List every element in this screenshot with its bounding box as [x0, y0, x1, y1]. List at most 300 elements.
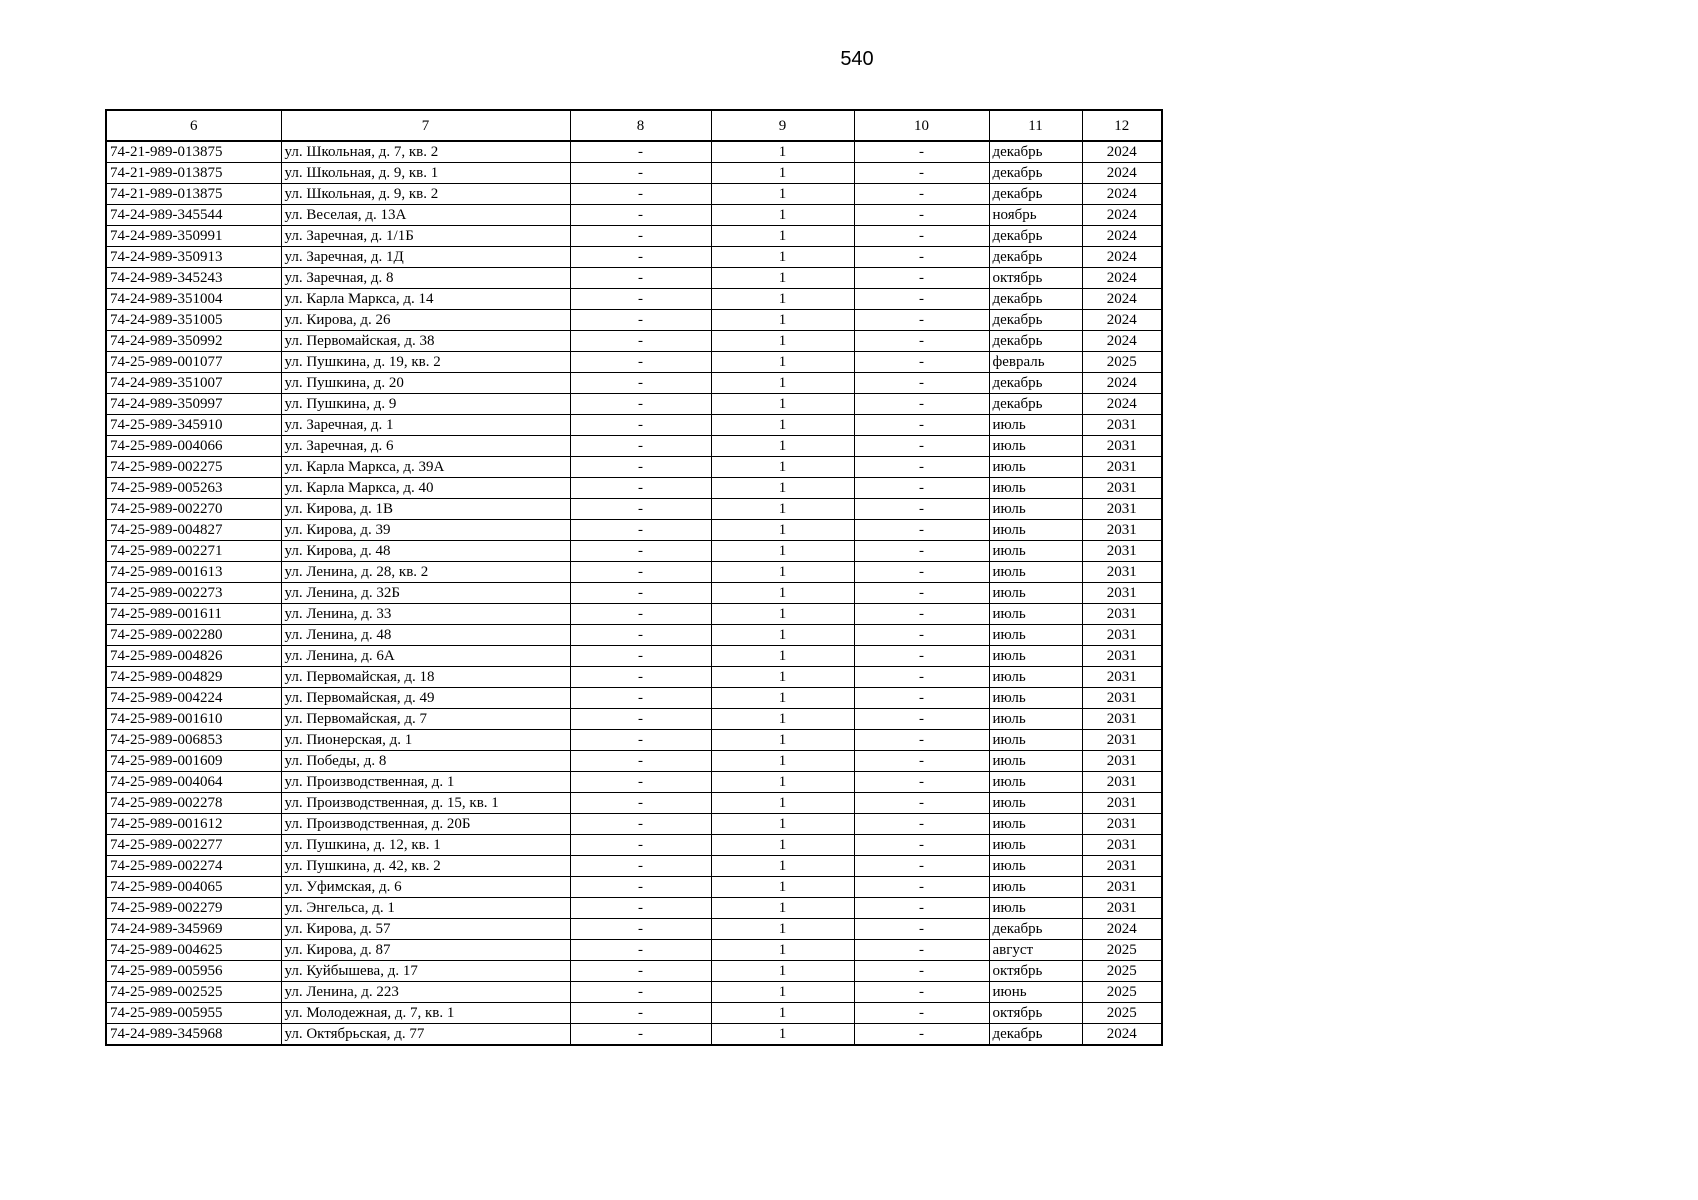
cell-col-10: - — [854, 520, 989, 541]
cell-month: декабрь — [989, 141, 1082, 163]
cell-code: 74-24-989-351004 — [106, 289, 281, 310]
table-row — [106, 520, 1162, 541]
cell-year: 2031 — [1082, 583, 1162, 604]
cell-month: октябрь — [989, 961, 1082, 982]
cell-code: 74-25-989-004224 — [106, 688, 281, 709]
table-row — [106, 184, 1162, 205]
cell-year: 2024 — [1082, 268, 1162, 289]
cell-year: 2025 — [1082, 940, 1162, 961]
cell-code: 74-25-989-005263 — [106, 478, 281, 499]
cell-year: 2024 — [1082, 184, 1162, 205]
cell-code: 74-25-989-002525 — [106, 982, 281, 1003]
table-row — [106, 877, 1162, 898]
cell-month: июль — [989, 478, 1082, 499]
cell-month: июль — [989, 793, 1082, 814]
cell-address: ул. Молодежная, д. 7, кв. 1 — [281, 1003, 570, 1024]
table-row — [106, 1024, 1162, 1046]
cell-col-8: - — [570, 751, 711, 772]
cell-month: февраль — [989, 352, 1082, 373]
cell-col-8: - — [570, 205, 711, 226]
cell-col-8: - — [570, 163, 711, 184]
cell-month: декабрь — [989, 310, 1082, 331]
cell-address: ул. Производственная, д. 15, кв. 1 — [281, 793, 570, 814]
cell-month: июль — [989, 751, 1082, 772]
table-row — [106, 667, 1162, 688]
cell-col-8: - — [570, 310, 711, 331]
cell-col-10: - — [854, 898, 989, 919]
cell-year: 2031 — [1082, 457, 1162, 478]
cell-col-10: - — [854, 604, 989, 625]
cell-col-10: - — [854, 625, 989, 646]
table-row — [106, 478, 1162, 499]
cell-code: 74-25-989-001613 — [106, 562, 281, 583]
cell-address: ул. Производственная, д. 20Б — [281, 814, 570, 835]
cell-address: ул. Куйбышева, д. 17 — [281, 961, 570, 982]
cell-col-9: 1 — [711, 457, 854, 478]
cell-year: 2031 — [1082, 520, 1162, 541]
cell-address: ул. Заречная, д. 1/1Б — [281, 226, 570, 247]
cell-col-10: - — [854, 646, 989, 667]
cell-address: ул. Первомайская, д. 38 — [281, 331, 570, 352]
cell-month: июль — [989, 898, 1082, 919]
cell-col-9: 1 — [711, 310, 854, 331]
cell-address: ул. Кирова, д. 57 — [281, 919, 570, 940]
cell-address: ул. Кирова, д. 39 — [281, 520, 570, 541]
cell-col-8: - — [570, 877, 711, 898]
column-header-9: 9 — [711, 110, 854, 141]
cell-month: декабрь — [989, 226, 1082, 247]
cell-month: июль — [989, 835, 1082, 856]
cell-code: 74-25-989-345910 — [106, 415, 281, 436]
table-row — [106, 541, 1162, 562]
data-table — [105, 109, 1163, 1046]
cell-col-10: - — [854, 772, 989, 793]
cell-code: 74-25-989-002273 — [106, 583, 281, 604]
cell-year: 2031 — [1082, 709, 1162, 730]
cell-code: 74-24-989-350992 — [106, 331, 281, 352]
table-row — [106, 226, 1162, 247]
cell-col-10: - — [854, 436, 989, 457]
cell-col-8: - — [570, 289, 711, 310]
cell-month: июль — [989, 583, 1082, 604]
cell-col-8: - — [570, 562, 711, 583]
cell-month: июль — [989, 415, 1082, 436]
cell-month: август — [989, 940, 1082, 961]
cell-col-8: - — [570, 499, 711, 520]
cell-address: ул. Пушкина, д. 19, кв. 2 — [281, 352, 570, 373]
cell-year: 2024 — [1082, 205, 1162, 226]
cell-year: 2031 — [1082, 604, 1162, 625]
cell-year: 2024 — [1082, 289, 1162, 310]
table-row — [106, 205, 1162, 226]
column-header-7: 7 — [281, 110, 570, 141]
cell-year: 2024 — [1082, 1024, 1162, 1046]
cell-col-10: - — [854, 331, 989, 352]
cell-col-8: - — [570, 772, 711, 793]
cell-code: 74-24-989-351005 — [106, 310, 281, 331]
cell-month: декабрь — [989, 1024, 1082, 1046]
cell-month: июль — [989, 436, 1082, 457]
cell-code: 74-25-989-002275 — [106, 457, 281, 478]
cell-col-9: 1 — [711, 919, 854, 940]
cell-address: ул. Энгельса, д. 1 — [281, 898, 570, 919]
cell-col-9: 1 — [711, 373, 854, 394]
table-row — [106, 982, 1162, 1003]
cell-col-10: - — [854, 877, 989, 898]
table-row — [106, 163, 1162, 184]
cell-col-10: - — [854, 961, 989, 982]
cell-col-8: - — [570, 961, 711, 982]
cell-address: ул. Заречная, д. 8 — [281, 268, 570, 289]
cell-col-8: - — [570, 709, 711, 730]
cell-code: 74-25-989-002277 — [106, 835, 281, 856]
cell-code: 74-24-989-345243 — [106, 268, 281, 289]
cell-col-8: - — [570, 625, 711, 646]
cell-code: 74-24-989-345968 — [106, 1024, 281, 1046]
cell-col-8: - — [570, 457, 711, 478]
cell-col-8: - — [570, 247, 711, 268]
cell-year: 2031 — [1082, 541, 1162, 562]
cell-code: 74-21-989-013875 — [106, 184, 281, 205]
table-row — [106, 793, 1162, 814]
cell-year: 2024 — [1082, 141, 1162, 163]
cell-col-8: - — [570, 982, 711, 1003]
cell-code: 74-25-989-004065 — [106, 877, 281, 898]
cell-col-9: 1 — [711, 751, 854, 772]
cell-address: ул. Пушкина, д. 12, кв. 1 — [281, 835, 570, 856]
cell-year: 2025 — [1082, 982, 1162, 1003]
table-header — [106, 110, 1162, 141]
cell-month: октябрь — [989, 268, 1082, 289]
cell-month: июль — [989, 499, 1082, 520]
table-row — [106, 415, 1162, 436]
cell-col-10: - — [854, 940, 989, 961]
cell-address: ул. Первомайская, д. 18 — [281, 667, 570, 688]
cell-year: 2024 — [1082, 373, 1162, 394]
cell-address: ул. Ленина, д. 6А — [281, 646, 570, 667]
cell-month: декабрь — [989, 289, 1082, 310]
cell-col-10: - — [854, 709, 989, 730]
cell-year: 2024 — [1082, 331, 1162, 352]
cell-col-9: 1 — [711, 499, 854, 520]
cell-year: 2031 — [1082, 730, 1162, 751]
cell-col-8: - — [570, 226, 711, 247]
cell-col-10: - — [854, 141, 989, 163]
cell-year: 2031 — [1082, 835, 1162, 856]
cell-col-8: - — [570, 604, 711, 625]
cell-code: 74-25-989-005955 — [106, 1003, 281, 1024]
cell-address: ул. Карла Маркса, д. 14 — [281, 289, 570, 310]
cell-month: декабрь — [989, 394, 1082, 415]
cell-year: 2024 — [1082, 247, 1162, 268]
cell-col-10: - — [854, 751, 989, 772]
cell-col-8: - — [570, 331, 711, 352]
cell-col-10: - — [854, 415, 989, 436]
cell-col-10: - — [854, 1024, 989, 1046]
table-row — [106, 289, 1162, 310]
cell-col-10: - — [854, 688, 989, 709]
table-row — [106, 436, 1162, 457]
cell-col-9: 1 — [711, 961, 854, 982]
cell-code: 74-25-989-002271 — [106, 541, 281, 562]
header-row — [106, 110, 1162, 141]
table-row — [106, 373, 1162, 394]
cell-address: ул. Производственная, д. 1 — [281, 772, 570, 793]
cell-address: ул. Заречная, д. 6 — [281, 436, 570, 457]
cell-code: 74-25-989-005956 — [106, 961, 281, 982]
cell-col-10: - — [854, 163, 989, 184]
cell-col-8: - — [570, 688, 711, 709]
cell-col-9: 1 — [711, 583, 854, 604]
cell-col-8: - — [570, 898, 711, 919]
cell-col-9: 1 — [711, 352, 854, 373]
cell-code: 74-24-989-345544 — [106, 205, 281, 226]
cell-address: ул. Пушкина, д. 9 — [281, 394, 570, 415]
cell-code: 74-24-989-345969 — [106, 919, 281, 940]
cell-code: 74-25-989-004827 — [106, 520, 281, 541]
cell-col-9: 1 — [711, 856, 854, 877]
cell-address: ул. Пушкина, д. 42, кв. 2 — [281, 856, 570, 877]
cell-year: 2031 — [1082, 499, 1162, 520]
cell-code: 74-25-989-001077 — [106, 352, 281, 373]
cell-col-8: - — [570, 793, 711, 814]
cell-year: 2031 — [1082, 856, 1162, 877]
cell-col-8: - — [570, 940, 711, 961]
table-row — [106, 604, 1162, 625]
cell-col-9: 1 — [711, 772, 854, 793]
cell-col-9: 1 — [711, 141, 854, 163]
cell-address: ул. Школьная, д. 9, кв. 1 — [281, 163, 570, 184]
cell-col-9: 1 — [711, 184, 854, 205]
cell-address: ул. Кирова, д. 87 — [281, 940, 570, 961]
cell-month: июль — [989, 604, 1082, 625]
cell-col-9: 1 — [711, 940, 854, 961]
column-header-10: 10 — [854, 110, 989, 141]
cell-col-9: 1 — [711, 520, 854, 541]
cell-month: июль — [989, 709, 1082, 730]
table-row — [106, 835, 1162, 856]
cell-code: 74-25-989-001610 — [106, 709, 281, 730]
cell-col-8: - — [570, 1024, 711, 1046]
cell-month: июль — [989, 667, 1082, 688]
table-row — [106, 562, 1162, 583]
cell-year: 2031 — [1082, 688, 1162, 709]
cell-col-10: - — [854, 478, 989, 499]
cell-address: ул. Школьная, д. 9, кв. 2 — [281, 184, 570, 205]
cell-code: 74-21-989-013875 — [106, 141, 281, 163]
cell-address: ул. Пионерская, д. 1 — [281, 730, 570, 751]
table-row — [106, 247, 1162, 268]
cell-col-9: 1 — [711, 541, 854, 562]
table-row — [106, 772, 1162, 793]
cell-month: ноябрь — [989, 205, 1082, 226]
cell-col-10: - — [854, 247, 989, 268]
table-row — [106, 1003, 1162, 1024]
cell-col-10: - — [854, 982, 989, 1003]
cell-col-10: - — [854, 226, 989, 247]
cell-col-10: - — [854, 268, 989, 289]
table-row — [106, 814, 1162, 835]
cell-month: июль — [989, 730, 1082, 751]
cell-year: 2031 — [1082, 772, 1162, 793]
cell-col-9: 1 — [711, 478, 854, 499]
cell-month: декабрь — [989, 919, 1082, 940]
cell-col-8: - — [570, 478, 711, 499]
cell-col-10: - — [854, 856, 989, 877]
cell-col-9: 1 — [711, 625, 854, 646]
cell-col-10: - — [854, 583, 989, 604]
cell-col-9: 1 — [711, 394, 854, 415]
cell-address: ул. Кирова, д. 26 — [281, 310, 570, 331]
cell-year: 2024 — [1082, 919, 1162, 940]
table-row — [106, 856, 1162, 877]
page-number: 540 — [840, 48, 874, 70]
table-row — [106, 457, 1162, 478]
cell-year: 2025 — [1082, 961, 1162, 982]
cell-address: ул. Кирова, д. 48 — [281, 541, 570, 562]
cell-col-8: - — [570, 394, 711, 415]
cell-year: 2024 — [1082, 394, 1162, 415]
table-row — [106, 310, 1162, 331]
cell-col-8: - — [570, 919, 711, 940]
cell-col-10: - — [854, 184, 989, 205]
cell-month: июль — [989, 541, 1082, 562]
cell-code: 74-24-989-350997 — [106, 394, 281, 415]
cell-year: 2031 — [1082, 562, 1162, 583]
cell-address: ул. Первомайская, д. 7 — [281, 709, 570, 730]
cell-col-8: - — [570, 646, 711, 667]
cell-code: 74-25-989-002274 — [106, 856, 281, 877]
cell-code: 74-25-989-004625 — [106, 940, 281, 961]
cell-col-9: 1 — [711, 604, 854, 625]
column-header-12: 12 — [1082, 110, 1162, 141]
cell-col-8: - — [570, 1003, 711, 1024]
cell-month: июль — [989, 814, 1082, 835]
cell-col-10: - — [854, 205, 989, 226]
column-header-6: 6 — [106, 110, 281, 141]
cell-code: 74-25-989-006853 — [106, 730, 281, 751]
table-body — [106, 141, 1162, 1045]
cell-col-9: 1 — [711, 793, 854, 814]
cell-address: ул. Октябрьская, д. 77 — [281, 1024, 570, 1046]
cell-code: 74-24-989-350991 — [106, 226, 281, 247]
cell-address: ул. Первомайская, д. 49 — [281, 688, 570, 709]
cell-code: 74-25-989-002279 — [106, 898, 281, 919]
cell-col-10: - — [854, 499, 989, 520]
table-row — [106, 646, 1162, 667]
cell-col-9: 1 — [711, 268, 854, 289]
cell-year: 2025 — [1082, 352, 1162, 373]
cell-col-9: 1 — [711, 667, 854, 688]
cell-address: ул. Карла Маркса, д. 40 — [281, 478, 570, 499]
cell-month: июль — [989, 877, 1082, 898]
table-row — [106, 919, 1162, 940]
cell-address: ул. Школьная, д. 7, кв. 2 — [281, 141, 570, 163]
cell-address: ул. Карла Маркса, д. 39А — [281, 457, 570, 478]
cell-address: ул. Уфимская, д. 6 — [281, 877, 570, 898]
cell-month: декабрь — [989, 331, 1082, 352]
cell-col-9: 1 — [711, 646, 854, 667]
cell-year: 2024 — [1082, 163, 1162, 184]
cell-col-9: 1 — [711, 877, 854, 898]
cell-code: 74-24-989-350913 — [106, 247, 281, 268]
cell-month: июль — [989, 646, 1082, 667]
cell-col-8: - — [570, 415, 711, 436]
cell-year: 2024 — [1082, 226, 1162, 247]
cell-year: 2025 — [1082, 1003, 1162, 1024]
cell-col-9: 1 — [711, 163, 854, 184]
table-row — [106, 499, 1162, 520]
cell-year: 2031 — [1082, 898, 1162, 919]
cell-col-8: - — [570, 352, 711, 373]
cell-col-9: 1 — [711, 205, 854, 226]
cell-month: июль — [989, 772, 1082, 793]
table-row — [106, 709, 1162, 730]
cell-address: ул. Заречная, д. 1 — [281, 415, 570, 436]
cell-col-9: 1 — [711, 982, 854, 1003]
cell-col-9: 1 — [711, 709, 854, 730]
table-row — [106, 141, 1162, 163]
cell-address: ул. Кирова, д. 1В — [281, 499, 570, 520]
cell-address: ул. Ленина, д. 48 — [281, 625, 570, 646]
cell-code: 74-25-989-002280 — [106, 625, 281, 646]
cell-col-10: - — [854, 394, 989, 415]
cell-year: 2031 — [1082, 625, 1162, 646]
cell-address: ул. Ленина, д. 33 — [281, 604, 570, 625]
table-row — [106, 268, 1162, 289]
table-row — [106, 961, 1162, 982]
cell-col-10: - — [854, 373, 989, 394]
cell-year: 2031 — [1082, 436, 1162, 457]
cell-col-10: - — [854, 835, 989, 856]
cell-address: ул. Веселая, д. 13А — [281, 205, 570, 226]
cell-address: ул. Ленина, д. 28, кв. 2 — [281, 562, 570, 583]
cell-code: 74-25-989-001609 — [106, 751, 281, 772]
cell-month: декабрь — [989, 373, 1082, 394]
cell-month: июль — [989, 856, 1082, 877]
cell-col-8: - — [570, 184, 711, 205]
cell-year: 2024 — [1082, 310, 1162, 331]
cell-col-10: - — [854, 730, 989, 751]
cell-col-9: 1 — [711, 835, 854, 856]
cell-col-8: - — [570, 835, 711, 856]
cell-col-10: - — [854, 814, 989, 835]
table-row — [106, 730, 1162, 751]
cell-year: 2031 — [1082, 793, 1162, 814]
cell-code: 74-25-989-004826 — [106, 646, 281, 667]
cell-col-9: 1 — [711, 436, 854, 457]
column-header-11: 11 — [989, 110, 1082, 141]
cell-month: июнь — [989, 982, 1082, 1003]
cell-address: ул. Заречная, д. 1Д — [281, 247, 570, 268]
cell-code: 74-21-989-013875 — [106, 163, 281, 184]
cell-col-10: - — [854, 541, 989, 562]
cell-col-8: - — [570, 141, 711, 163]
cell-month: декабрь — [989, 184, 1082, 205]
cell-col-9: 1 — [711, 730, 854, 751]
cell-col-10: - — [854, 562, 989, 583]
cell-year: 2031 — [1082, 646, 1162, 667]
cell-col-9: 1 — [711, 415, 854, 436]
cell-month: июль — [989, 457, 1082, 478]
cell-col-9: 1 — [711, 814, 854, 835]
cell-year: 2031 — [1082, 667, 1162, 688]
cell-month: октябрь — [989, 1003, 1082, 1024]
cell-month: июль — [989, 520, 1082, 541]
column-header-8: 8 — [570, 110, 711, 141]
cell-month: июль — [989, 625, 1082, 646]
cell-col-8: - — [570, 520, 711, 541]
